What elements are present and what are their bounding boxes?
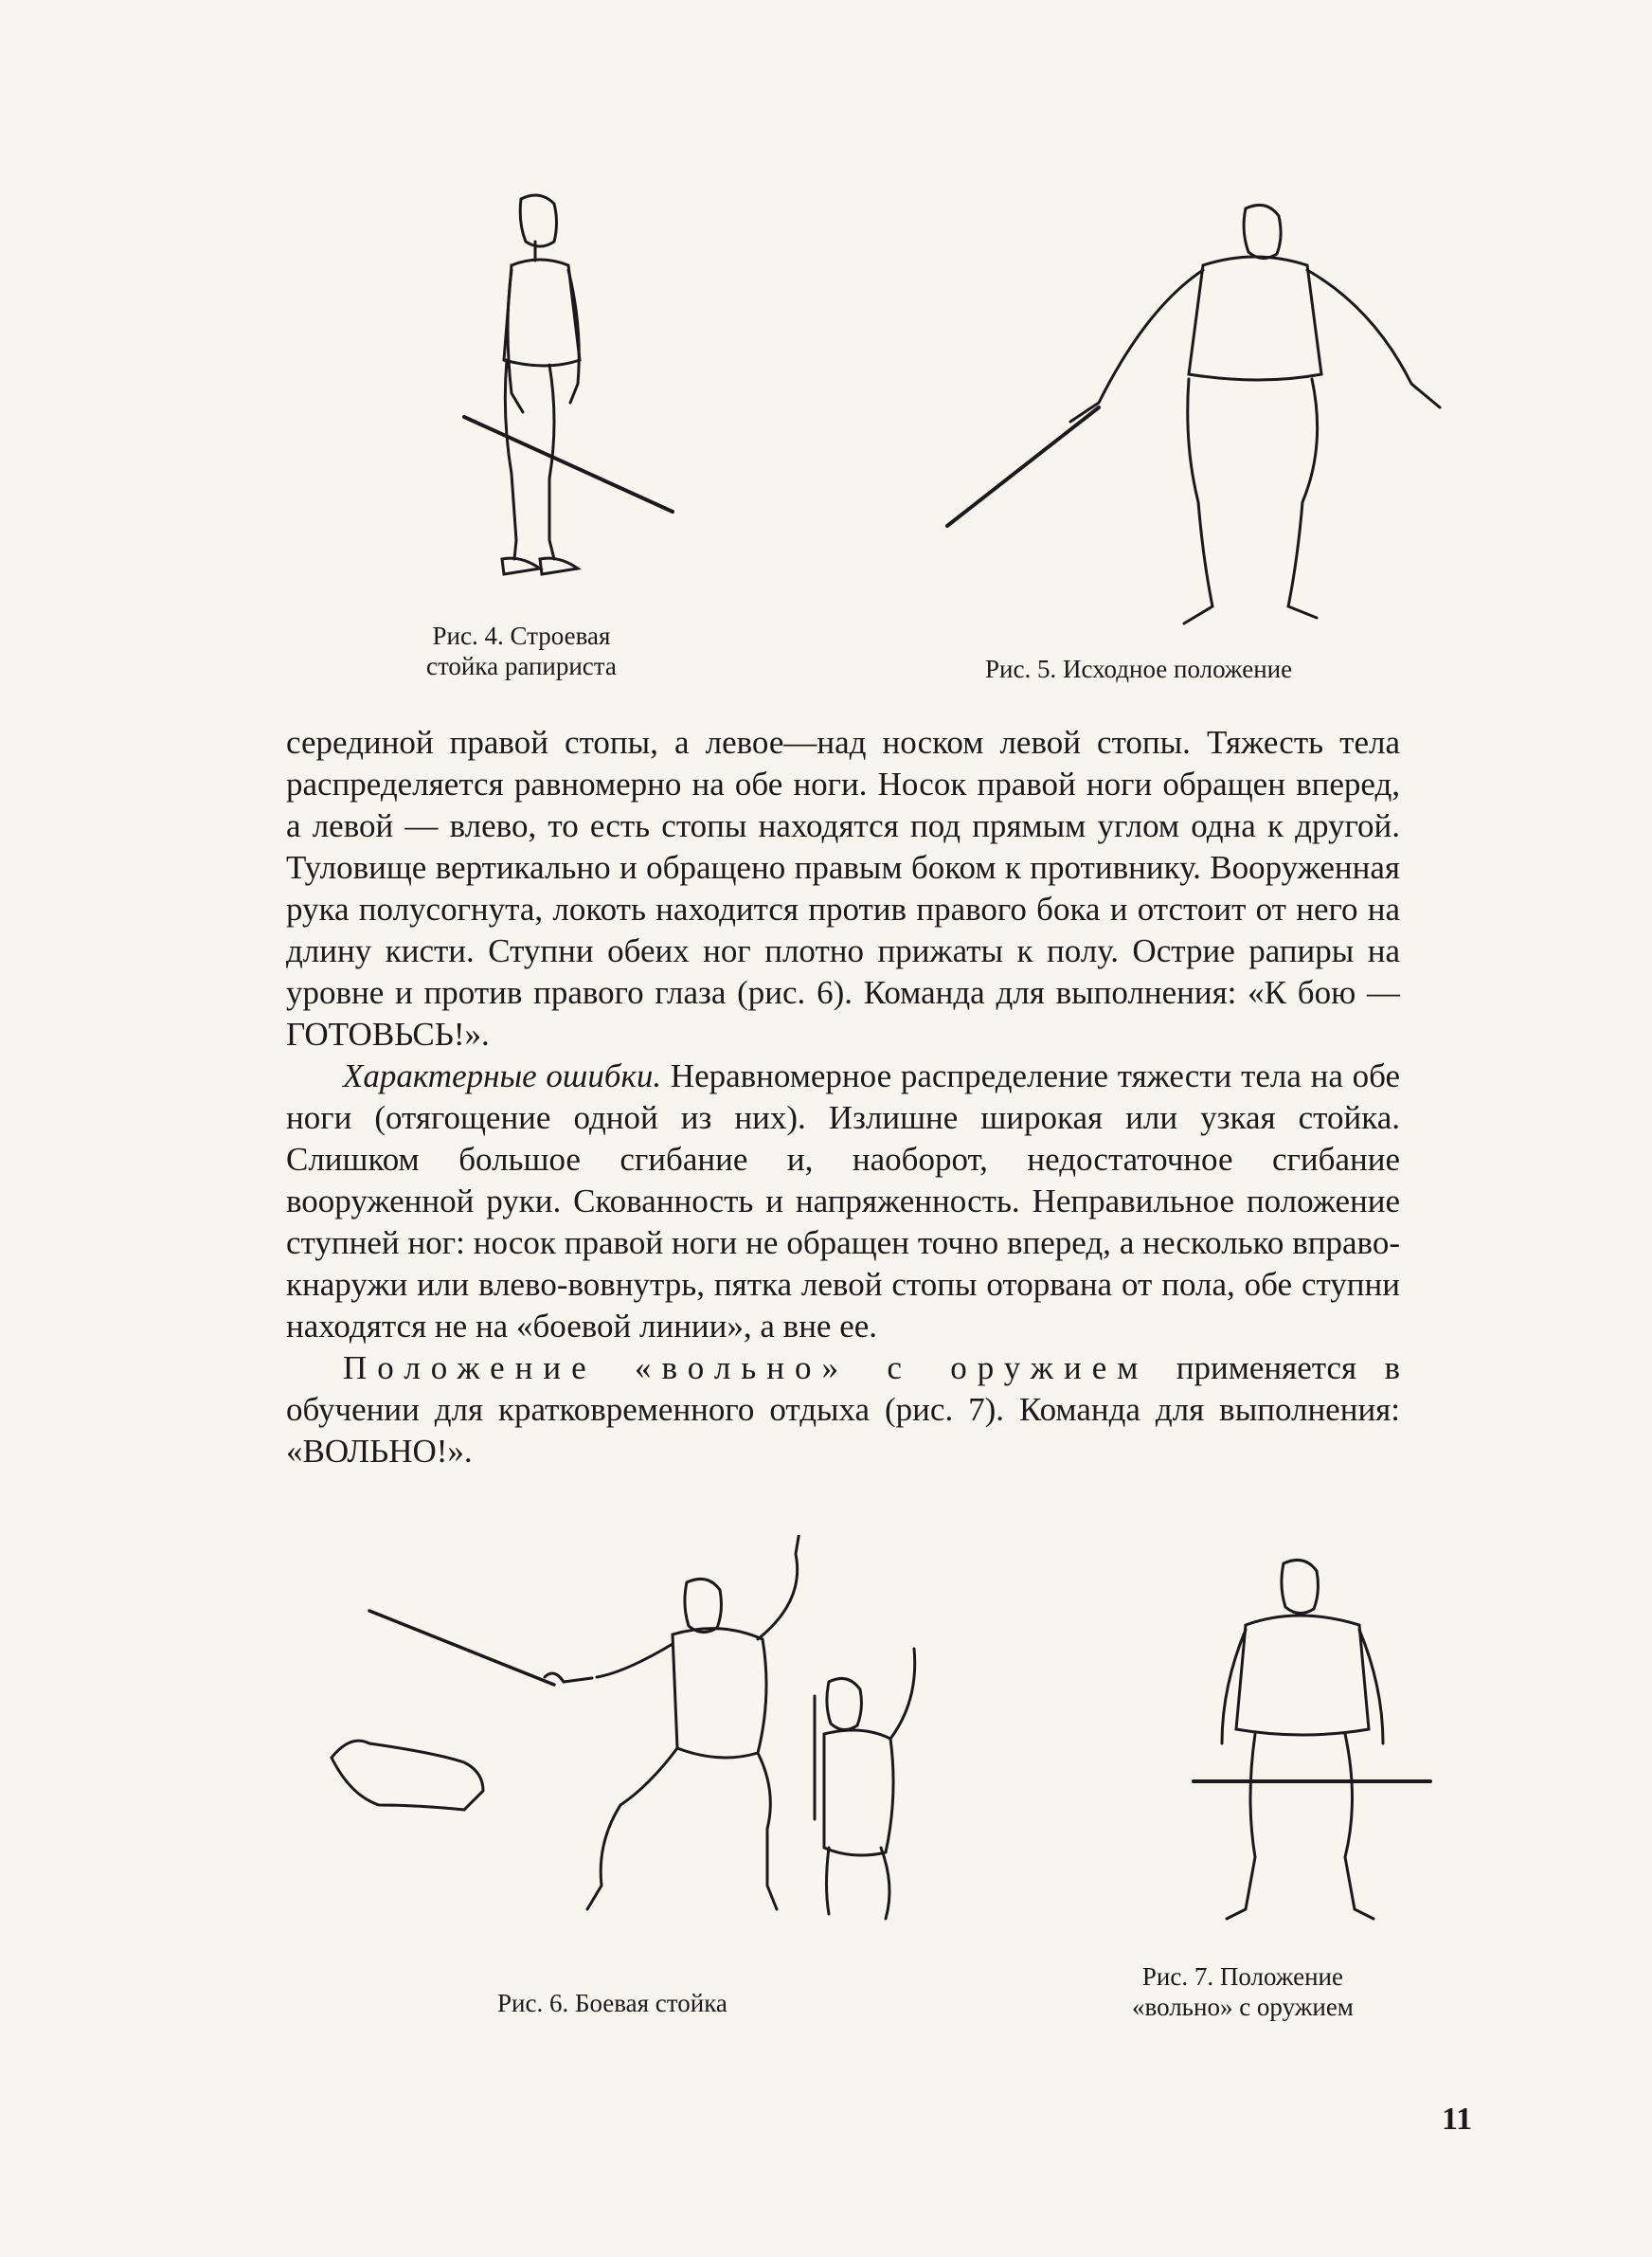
body-text xyxy=(286,722,1400,1472)
figure-4-caption-line2: стойка рапириста xyxy=(426,652,617,680)
figure-5-drawing xyxy=(928,190,1478,635)
paragraph-1: серединой правой стопы, а левое—над носком левой стопы. Тяжесть тела распределяется равномерно на обе ноги. Носок правой ноги обращен вперед, а левой — влево, то есть стопы находятся под прямым углом одна к другой. Туловище вертикально и обращено правым боком к противнику. Вооруженная рука полусогнута, локоть находится против правого бока и отстоит от него на длину кисти. Ступни обеих ног плотно прижаты к полу. Острие рапиры на уровне и против правого глаза (рис. 6). Команда для выполнения: «К бою — ГОТОВЬСЬ!». xyxy=(286,724,1400,1053)
figure-4-caption xyxy=(426,621,617,681)
figure-6-caption: Рис. 6. Боевая стойка xyxy=(497,1989,727,2017)
paragraph-3-rest: применяется в обучении для кратковременного отдыха (рис. 7). Команда для выполнения: «ВОЛЬНО!». xyxy=(286,1349,1400,1470)
page-number: 11 xyxy=(1442,2102,1473,2137)
figure-4-drawing xyxy=(445,180,701,606)
paragraph-2-lead: Характерные ошибки. xyxy=(343,1057,662,1094)
figure-7-caption xyxy=(1132,1961,1354,2022)
paragraph-3-lead: Положение «вольно» с оружием xyxy=(343,1349,1149,1386)
paragraph-2 xyxy=(286,1056,1400,1347)
figure-7-drawing xyxy=(1165,1544,1449,1942)
figure-6-drawing xyxy=(313,1535,995,1933)
paragraph-2-rest: Неравномерное распределение тяжести тела на обе ноги (отягощение одной из них). Излишне широкая или узкая стойка. Слишком большое сгибание и, наоборот, недостаточное сгибание вооруженной руки. Скованность и напряженность. Неправильное положение ступней ног: носок правой ноги не обращен точно вперед, а несколько вправо-кнаружи или влево-вовнутрь, пятка левой стопы оторвана от пола, обе ступни находятся не на «боевой линии», а вне ее. xyxy=(286,1057,1400,1345)
figure-7-caption-line1: Рис. 7. Положение xyxy=(1141,1962,1343,1991)
figure-5-caption: Рис. 5. Исходное положение xyxy=(985,655,1293,683)
figure-7-caption-line2: «вольно» с оружием xyxy=(1132,1993,1354,2021)
paragraph-3 xyxy=(286,1347,1400,1472)
figure-4-caption-line1: Рис. 4. Строевая xyxy=(432,622,611,650)
